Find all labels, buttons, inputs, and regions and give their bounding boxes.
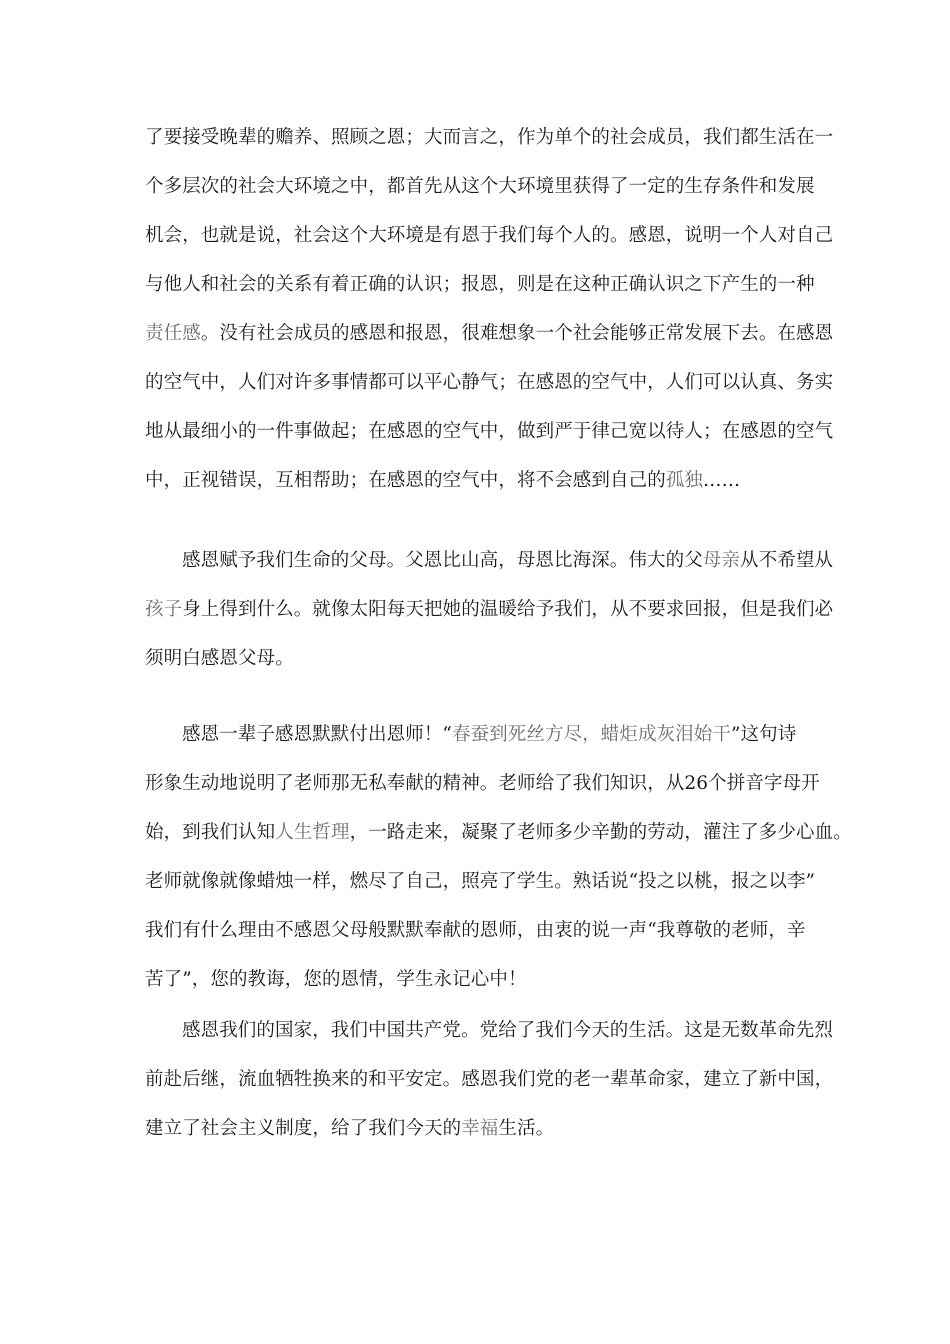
paragraph-3 xyxy=(145,710,852,1004)
text-run: 个多层次的社会大环境之中，都首先从这个大环境里获得了一定的生存条件和发展 xyxy=(145,176,815,197)
text-run: 生活。 xyxy=(498,1118,555,1139)
text-run: 前赴后继，流血牺牲换来的和平安定。感恩我们党的老一辈革命家，建立了新中国， xyxy=(145,1069,834,1090)
text-run: 始，到我们认知 xyxy=(145,822,276,843)
text-line xyxy=(145,1104,815,1153)
text-line xyxy=(145,759,820,808)
text-run: 的空气中，人们对许多事情都可以平心静气；在感恩的空气中，人们可以认真、务实 xyxy=(145,372,834,393)
text-run: 地从最细小的一件事做起；在感恩的空气中，做到严于律己宽以待人；在感恩的空气 xyxy=(145,421,834,442)
text-line xyxy=(145,634,815,683)
text-line xyxy=(145,1006,834,1055)
text-line xyxy=(145,113,834,162)
text-run: 老师就像就像蜡烛一样，燃尽了自己，照亮了学生。熟话说“投之以桃，报之以李” xyxy=(145,871,816,892)
linked-term[interactable]: 人生哲理 xyxy=(275,822,350,843)
linked-term[interactable]: 幸福 xyxy=(461,1118,499,1139)
linked-term[interactable]: 责任感 xyxy=(145,323,201,344)
text-line xyxy=(145,536,834,585)
linked-term[interactable]: 孩子 xyxy=(145,599,183,620)
text-run: ，一路走来，凝聚了老师多少辛勤的劳动，灌注了多少心血。 xyxy=(349,822,852,843)
text-run: 感恩一辈子感恩默默付出恩师！“ xyxy=(182,724,452,745)
text-run: 形象生动地说明了老师那无私奉献的精神。老师给了我们知识，从26个拼音字母开 xyxy=(145,773,820,794)
paragraph-2 xyxy=(145,536,834,683)
text-run: 从不希望从 xyxy=(740,550,834,571)
text-line xyxy=(145,808,852,857)
text-run: 苦了”，您的教诲，您的恩情，学生永记心中！ xyxy=(145,969,527,990)
text-line xyxy=(145,585,834,634)
text-run: …… xyxy=(703,470,741,491)
text-line xyxy=(145,407,834,456)
paragraph-4 xyxy=(145,1006,834,1153)
text-line xyxy=(145,906,815,955)
text-run: 了要接受晚辈的赡养、照顾之恩；大而言之，作为单个的社会成员，我们都生活在一 xyxy=(145,127,834,148)
text-run: 。没有社会成员的感恩和报恩，很难想象一个社会能够正常发展下去。在感恩 xyxy=(200,323,834,344)
text-line xyxy=(145,710,815,759)
text-line xyxy=(145,955,815,1004)
text-line xyxy=(145,456,815,505)
paragraph-1 xyxy=(145,113,834,505)
linked-term[interactable]: 春蚕到死丝方尽，蜡炬成灰泪始干 xyxy=(451,724,731,745)
text-line xyxy=(145,162,815,211)
text-run: 身上得到什么。就像太阳每天把她的温暖给予我们，从不要求回报，但是我们必 xyxy=(182,599,834,620)
text-run: 与他人和社会的关系有着正确的认识；报恩，则是在这种正确认识之下产生的一种 xyxy=(145,274,815,295)
text-run: ”这句诗 xyxy=(730,724,797,745)
text-run: 感恩我们的国家，我们中国共产党。党给了我们今天的生活。这是无数革命先烈 xyxy=(182,1020,834,1041)
text-run: 须明白感恩父母。 xyxy=(145,648,294,669)
linked-term[interactable]: 孤独 xyxy=(665,470,704,491)
text-line xyxy=(145,211,834,260)
text-line xyxy=(145,309,834,358)
text-line xyxy=(145,260,815,309)
text-run: 我们有什么理由不感恩父母般默默奉献的恩师，由衷的说一声“我尊敬的老师，辛 xyxy=(145,920,806,941)
text-line xyxy=(145,358,834,407)
text-run: 感恩赋予我们生命的父母。父恩比山高，母恩比海深。伟大的父 xyxy=(182,550,703,571)
text-run: 中，正视错误，互相帮助；在感恩的空气中，将不会感到自己的 xyxy=(145,470,666,491)
text-line xyxy=(145,857,815,906)
linked-term[interactable]: 母亲 xyxy=(702,550,741,571)
text-run: 机会，也就是说，社会这个大环境是有恩于我们每个人的。感恩，说明一个人对自己 xyxy=(145,225,834,246)
text-run: 建立了社会主义制度，给了我们今天的 xyxy=(145,1118,462,1139)
text-line xyxy=(145,1055,834,1104)
